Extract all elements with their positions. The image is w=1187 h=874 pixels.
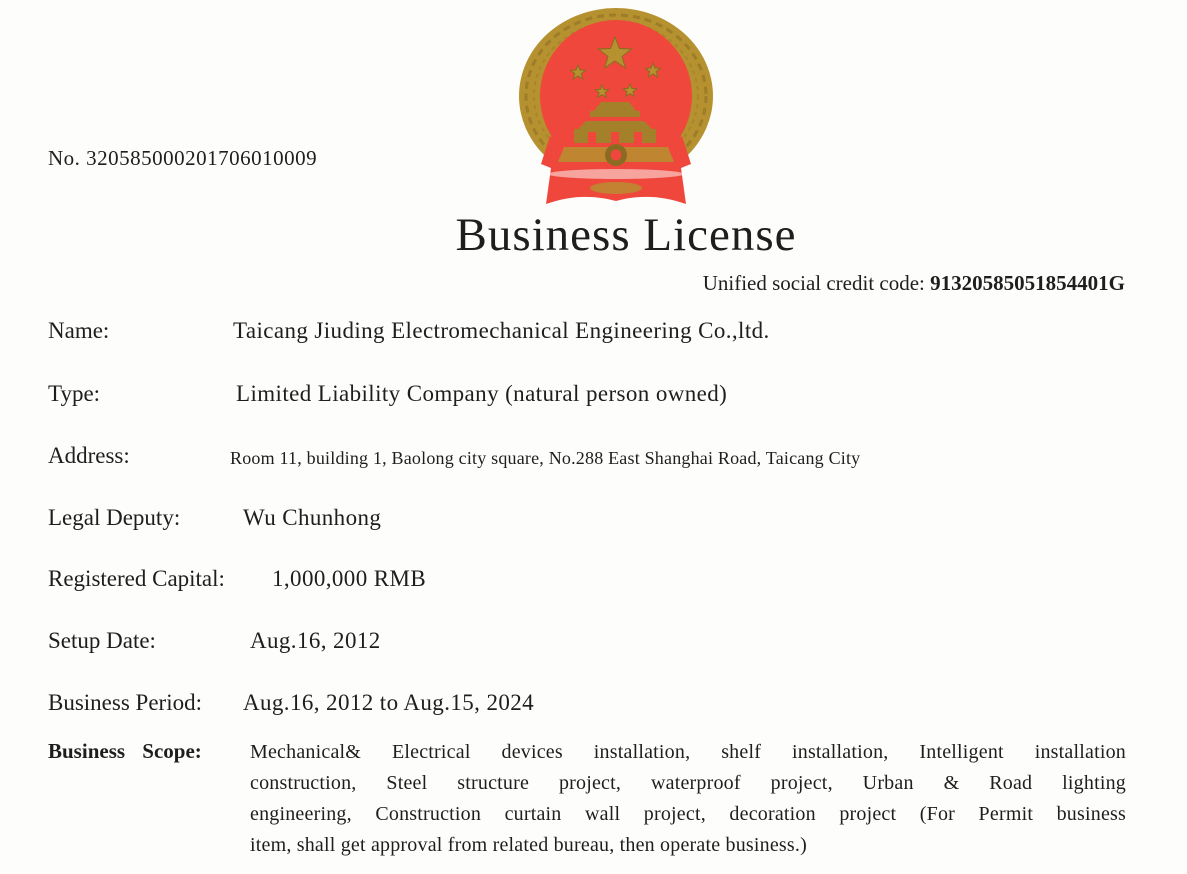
field-setup-date-label: Setup Date: [48,628,156,653]
field-name-value: Taicang Jiuding Electromechanical Engineering Co.,ltd. [233,318,770,343]
credit-code-label: Unified social credit code: [702,271,931,295]
field-business-period-label: Business Period: [48,690,202,715]
field-address-value: Room 11, building 1, Baolong city square, No.288 East Shanghai Road, Taicang City [230,448,861,468]
field-registered-capital-label: Registered Capital: [48,566,225,591]
field-legal-deputy-value: Wu Chunhong [243,505,382,530]
field-setup-date-value: Aug.16, 2012 [250,628,381,653]
business-scope-line: engineering, Construction curtain wall project, decoration project (For Permit business [250,803,1126,825]
business-scope-line: Mechanical& Electrical devices installation, shelf installation, Intelligent installation [250,741,1126,763]
field-name-label: Name: [48,318,110,343]
credit-code-line [703,271,1125,296]
credit-code-value: 91320585051854401G [930,271,1125,295]
page-title: Business License [455,209,797,261]
field-business-scope-label: Business Scope: [48,739,202,763]
license-number: No. 320585000201706010009 [48,146,318,170]
field-type-label: Type: [48,381,101,406]
field-address-label: Address: [48,443,130,468]
business-scope-line: construction, Steel structure project, waterproof project, Urban & Road lighting [250,772,1126,794]
field-business-period-value: Aug.16, 2012 to Aug.15, 2024 [243,690,535,715]
field-type-value: Limited Liability Company (natural person owned) [236,381,728,406]
china-national-emblem-icon [516,6,716,212]
field-business-scope-value [250,737,1126,861]
business-scope-line: item, shall get approval from related bureau, then operate business.) [250,834,807,856]
field-registered-capital-value: 1,000,000 RMB [272,566,427,591]
field-legal-deputy-label: Legal Deputy: [48,505,181,530]
